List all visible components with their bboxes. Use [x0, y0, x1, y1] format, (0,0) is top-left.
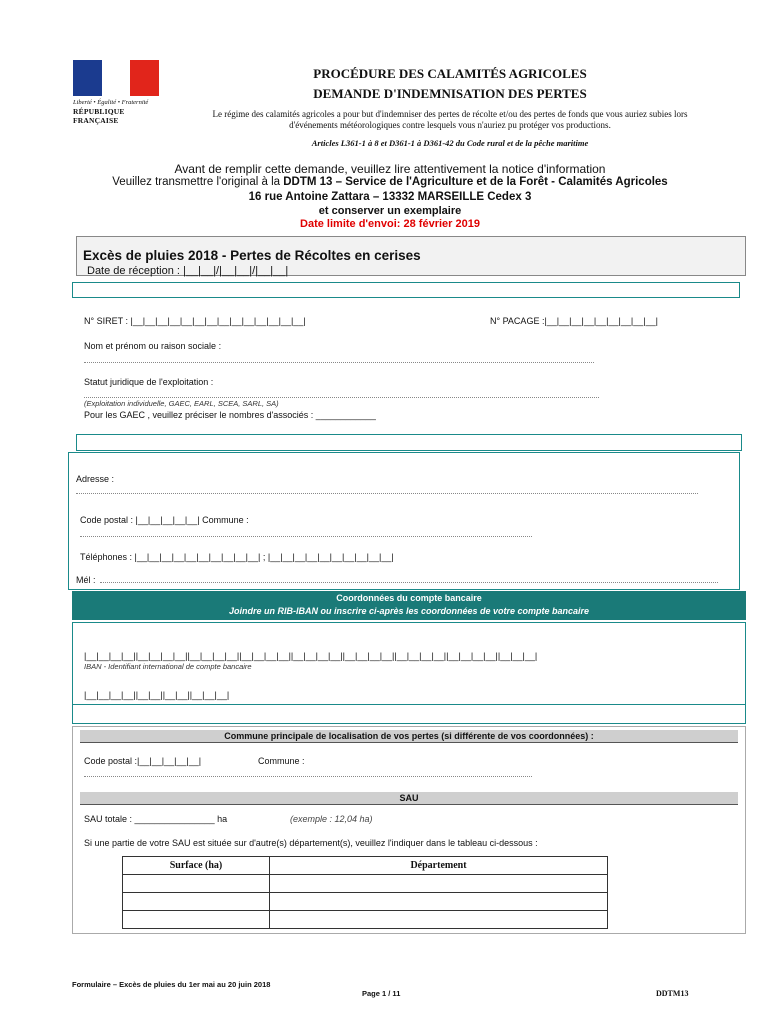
departement-cell[interactable]	[270, 893, 608, 911]
intro-line-1: Le régime des calamités agricoles a pour but d'indemniser des pertes de récolte et/ou des pertes de fonds que vous auriez subies lors	[212, 109, 688, 119]
mel-label: Mél :	[76, 575, 96, 585]
address-header-box	[76, 434, 742, 451]
iban-field[interactable]: |__|__|__|__||__|__|__|__||__|__|__|__||__|__|__|__||__|__|__|__||__|__|__|__||__|__|__|__||__|__|__|__||__|__|__|	[84, 651, 538, 661]
losses-commune-field[interactable]	[84, 776, 532, 777]
republique-francaise-logo	[73, 60, 161, 125]
losses-commune-label: Commune :	[258, 756, 305, 766]
footer-ddtm: DDTM13	[656, 989, 689, 998]
notice-keep-copy: et conserver un exemplaire	[318, 205, 462, 217]
surface-table	[122, 856, 608, 929]
marianne-flag-icon	[73, 60, 159, 96]
table-row	[123, 875, 608, 893]
intro-line-2: d'événements météorologiques contre lesquels vous n'auriez pu protéger vos productions.	[289, 120, 611, 130]
deadline: Date limite d'envoi: 28 février 2019	[300, 218, 480, 230]
statut-field[interactable]	[84, 397, 599, 398]
bank-band-title: Coordonnées du compte bancaire	[336, 593, 482, 603]
commune-field[interactable]	[80, 536, 532, 537]
adresse-field[interactable]	[76, 493, 698, 494]
name-field[interactable]	[84, 362, 594, 363]
pacage-field[interactable]: N° PACAGE :|__|__|__|__|__|__|__|__|__|	[490, 316, 658, 326]
sau-totale-field[interactable]: SAU totale : ________________ ha	[84, 814, 228, 824]
logo-republic: RÉPUBLIQUE FRANÇAISE	[73, 107, 125, 125]
departement-header: Département	[270, 857, 608, 875]
footer-form-name: Formulaire – Excès de pluies du 1er mai au 20 juin 2018	[72, 980, 271, 989]
code-postal-commune-field[interactable]: Code postal : |__|__|__|__|__| Commune :	[80, 515, 249, 525]
siret-field[interactable]: N° SIRET : |__|__|__|__|__|__|__|__|__|__|__|__|__|__|	[84, 316, 306, 326]
logo-motto: Liberté • Égalité • Fraternité	[73, 99, 149, 106]
telephones-field[interactable]: Téléphones : |__|__|__|__|__|__|__|__|__|__| ; |__|__|__|__|__|__|__|__|__|__|	[80, 552, 394, 562]
surface-cell[interactable]	[123, 875, 270, 893]
title-demande: DEMANDE D'INDEMNISATION DES PERTES	[313, 86, 587, 101]
surface-cell[interactable]	[123, 893, 270, 911]
bank-band-subtitle: Joindre un RIB-IBAN ou inscrire ci-après les coordonnées de votre compte bancaire	[228, 606, 590, 616]
name-label: Nom et prénom ou raison sociale :	[84, 341, 222, 351]
mel-field[interactable]	[100, 582, 718, 583]
bank-bottom-box	[72, 704, 746, 724]
title-procedure: PROCÉDURE DES CALAMITÉS AGRICOLES	[313, 66, 587, 81]
losses-code-postal-field[interactable]: Code postal :|__|__|__|__|__|	[84, 756, 202, 766]
title-box	[76, 236, 746, 276]
bank-band	[72, 591, 746, 620]
adresse-label: Adresse :	[76, 474, 115, 484]
bic-field[interactable]: |__|__|__|__||__|__||__|__||__|__|__|	[84, 690, 230, 700]
reception-date: Date de réception : |__|__|/|__|__|/|__|__|	[87, 265, 289, 277]
identity-header-box	[72, 282, 740, 298]
surface-header: Surface (ha)	[123, 857, 270, 875]
statut-hint: (Exploitation individuelle, GAEC, EARL, SCEA, SARL, SA)	[84, 399, 279, 408]
articles-reference: Articles L361-1 à 8 et D361-1 à D361-42 du Code rural et de la pêche maritime	[311, 138, 589, 148]
table-row	[123, 893, 608, 911]
commune-section-header: Commune principale de localisation de vos pertes (si différente de vos coordonnées) :	[80, 730, 738, 743]
sau-example: (exemple : 12,04 ha)	[290, 814, 373, 824]
iban-hint: IBAN - Identifiant international de compte bancaire	[84, 662, 252, 671]
gaec-associates-field[interactable]: Pour les GAEC , veuillez préciser le nombres d'associés : ____________	[84, 410, 376, 420]
notice-line-2: Veuillez transmettre l'original à la DDTM 13 – Service de l'Agriculture et de la Forêt - Calamités Agricoles	[112, 176, 668, 188]
table-row	[123, 911, 608, 929]
departement-cell[interactable]	[270, 875, 608, 893]
sau-header: SAU	[80, 792, 738, 805]
notice-address: 16 rue Antoine Zattara – 13332 MARSEILLE Cedex 3	[248, 191, 532, 203]
form-title: Excès de pluies 2018 - Pertes de Récoltes en cerises	[83, 248, 421, 263]
sau-question: Si une partie de votre SAU est située sur d'autre(s) département(s), veuillez l'indiquer dans le tableau ci-dessous :	[84, 838, 538, 848]
footer-page-number: Page 1 / 11	[362, 989, 401, 998]
notice-line-1: Avant de remplir cette demande, veuillez lire attentivement la notice d'information	[174, 162, 606, 176]
departement-cell[interactable]	[270, 911, 608, 929]
statut-label: Statut juridique de l'exploitation :	[84, 377, 214, 387]
surface-cell[interactable]	[123, 911, 270, 929]
